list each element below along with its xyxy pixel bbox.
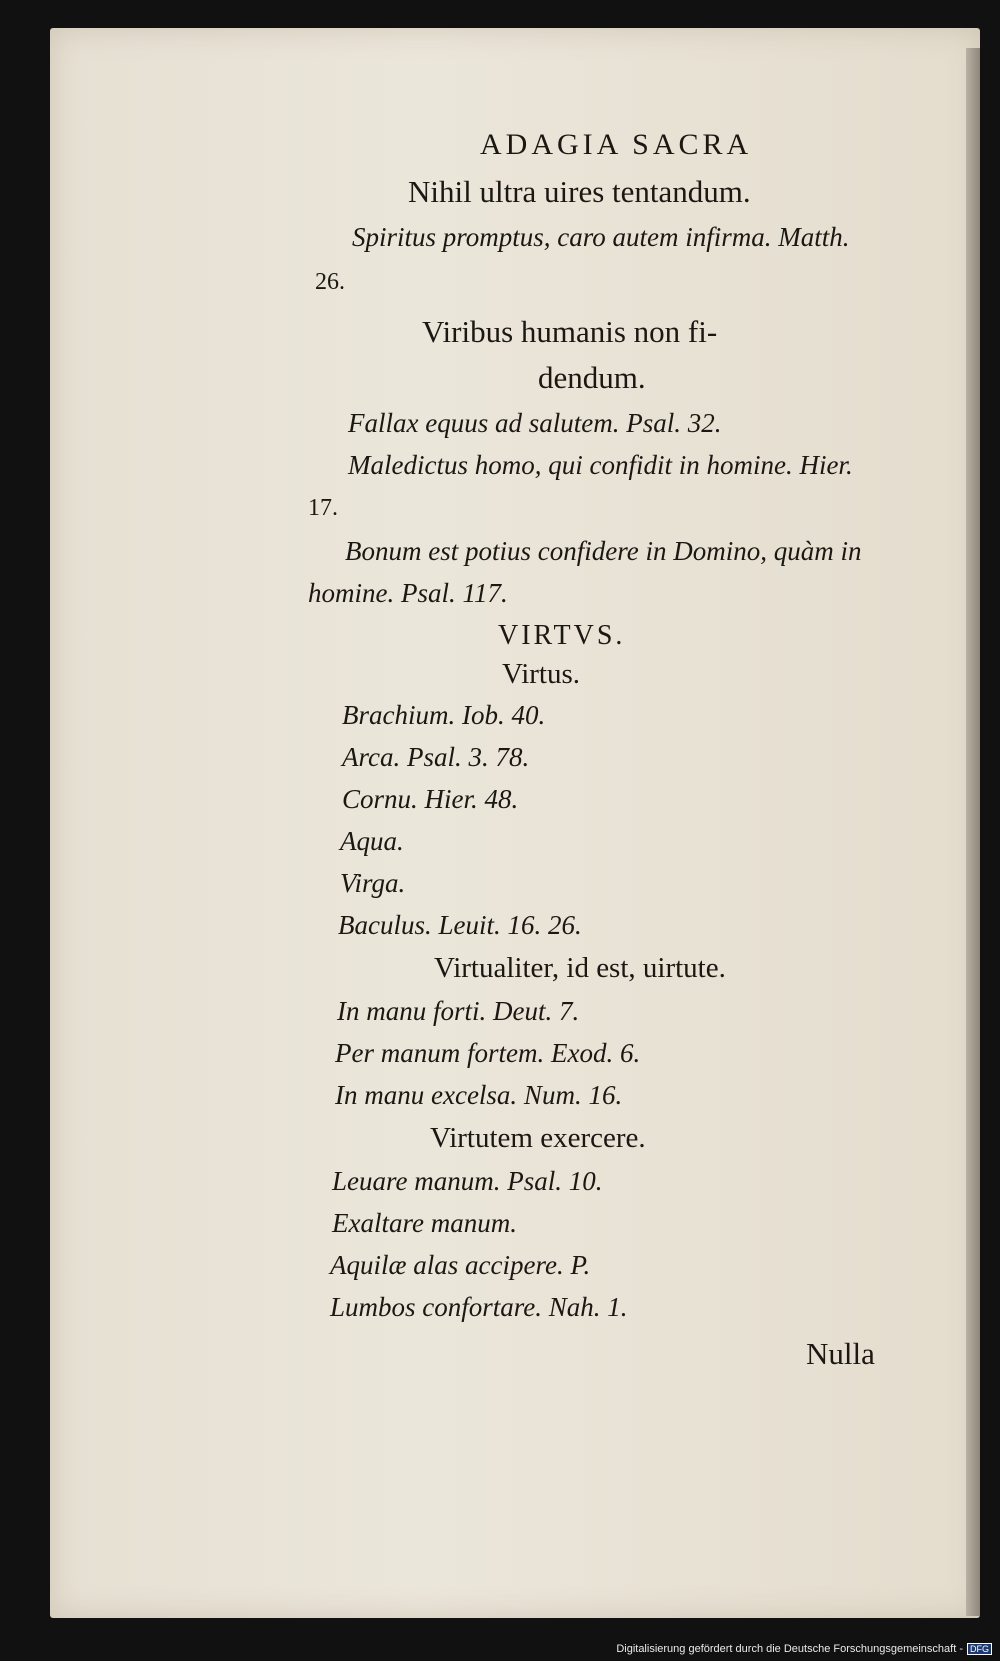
text-line: Brachium. Iob. 40. (342, 700, 546, 730)
text-line: Aqua. (340, 826, 404, 856)
text-line: Arca. Psal. 3. 78. (342, 742, 530, 772)
heading-nihil: Nihil ultra uires tentandum. (408, 174, 751, 209)
heading-virtutem-exercere: Virtutem exercere. (430, 1122, 646, 1154)
text-line: Aquilæ alas accipere. P. (330, 1250, 591, 1280)
text-line: Per manum fortem. Exod. 6. (335, 1038, 641, 1068)
digitization-footer (616, 1643, 992, 1655)
catchword: Nulla (806, 1336, 875, 1371)
text-line: Lumbos confortare. Nah. 1. (330, 1292, 628, 1322)
dfg-logo-icon: DFG (967, 1643, 992, 1655)
text-line: Leuare manum. Psal. 10. (332, 1166, 603, 1196)
page-edge (966, 48, 980, 1616)
running-header: ADAGIA SACRA (480, 128, 753, 161)
text-line: Maledictus homo, qui confidit in homine. Hier. (348, 450, 853, 480)
text-line: Cornu. Hier. 48. (342, 784, 519, 814)
text-line: homine. Psal. 117. (308, 578, 508, 608)
text-line: Virga. (340, 868, 406, 898)
text-line: Spiritus promptus, caro autem infirma. Matth. (352, 222, 850, 252)
text-line: 17. (308, 495, 338, 521)
book-page (50, 28, 980, 1618)
text-line: Exaltare manum. (332, 1208, 517, 1238)
text-line: Bonum est potius confidere in Domino, quàm in (345, 536, 862, 566)
text-line: Baculus. Leuit. 16. 26. (338, 910, 582, 940)
heading-virtualiter: Virtualiter, id est, uirtute. (434, 952, 726, 984)
text-line: In manu forti. Deut. 7. (337, 996, 580, 1026)
heading-viribus: Viribus humanis non fi- (422, 314, 718, 349)
footer-text: Digitalisierung gefördert durch die Deutsche Forschungsgemeinschaft - (616, 1643, 963, 1655)
heading-viribus-cont: dendum. (538, 360, 646, 395)
text-line: 26. (315, 269, 345, 295)
text-line: In manu excelsa. Num. 16. (335, 1080, 623, 1110)
heading-virtus: Virtus. (502, 658, 581, 690)
text-line: Fallax equus ad salutem. Psal. 32. (348, 408, 722, 438)
heading-virtvs: VIRTVS. (498, 620, 626, 651)
